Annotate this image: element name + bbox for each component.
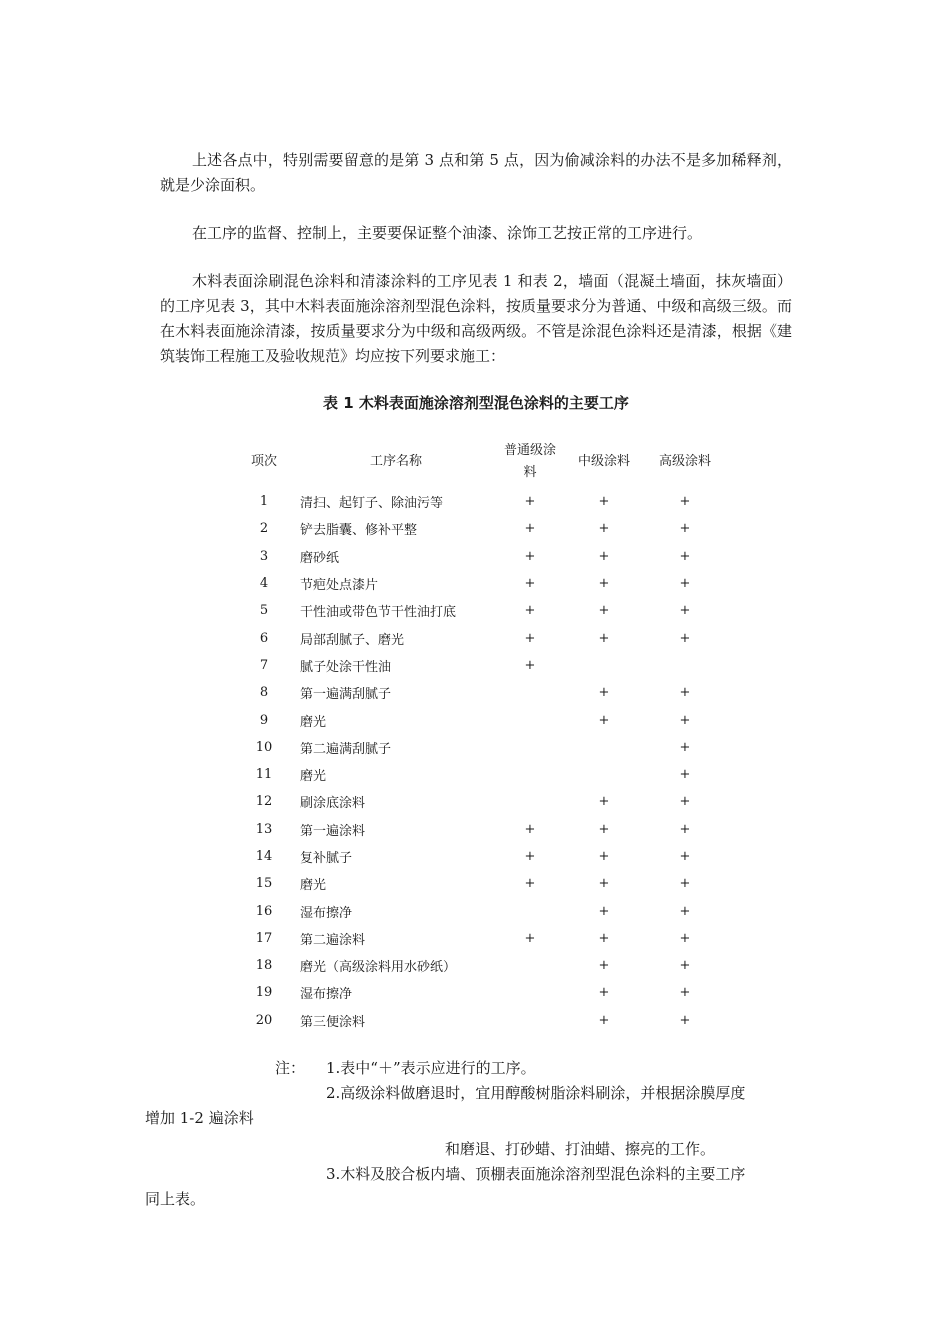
cell-name: 磨光（高级涂料用水砂纸） [300,960,457,976]
cell-name: 局部刮腻子、磨光 [300,632,405,648]
cell-name: 节疤处点漆片 [300,578,379,594]
table-row [228,870,730,897]
cell-high: + [679,712,691,728]
cell-medium [568,652,640,679]
cell-high: + [679,849,691,864]
cell-high: + [679,821,691,837]
cell-ordinary: + [524,930,536,946]
cell-name: 铲去脂囊、修补平整 [300,523,418,539]
cell-no: 19 [255,985,273,1001]
cell-ordinary [492,706,568,733]
cell-high: + [679,630,691,646]
cell-no: 5 [259,603,269,619]
cell-name: 第二遍满刮腻子 [300,741,392,757]
cell-ordinary: + [524,849,536,864]
cell-ordinary [492,761,568,788]
table-row [228,816,730,843]
cell-medium: + [598,930,610,946]
cell-high: + [679,521,691,537]
cell-name: 清扫、起钉子、除油污等 [300,496,444,512]
cell-medium: + [598,521,610,537]
cell-ordinary: + [524,603,536,619]
cell-no: 4 [259,576,269,592]
table-row [228,515,730,542]
cell-name: 第一遍满刮腻子 [300,687,392,703]
cell-high: + [679,739,691,755]
cell-high: + [679,494,691,510]
paragraph-1: 上述各点中，特别需要留意的是第 3 点和第 5 点，因为偷减涂料的办法不是多加稀释剂，就是少涂面积。 [160,151,792,194]
cell-name: 磨光 [300,769,327,785]
cell-no: 16 [255,903,273,919]
cell-high: + [679,576,691,592]
cell-medium: + [598,712,610,728]
process-table [228,436,730,1034]
table-row [228,679,730,706]
cell-medium [568,734,640,761]
cell-name: 磨光 [300,878,327,894]
table-row [228,788,730,815]
note-2-part-2: 增加 1-2 遍涂料 [145,1109,254,1127]
table-row [228,543,730,570]
cell-medium: + [598,1012,610,1028]
cell-ordinary: + [524,821,536,837]
cell-high: + [679,794,691,810]
cell-ordinary [492,788,568,815]
cell-ordinary: + [524,548,536,564]
cell-high: + [679,548,691,564]
cell-name: 第三便涂料 [300,1014,366,1030]
cell-no: 13 [255,821,273,837]
cell-medium: + [598,630,610,646]
cell-medium: + [598,876,610,892]
cell-medium: + [598,903,610,919]
cell-no: 17 [255,930,273,946]
cell-no: 18 [255,958,273,974]
cell-high: + [679,930,691,946]
cell-no: 10 [255,739,273,755]
table-row [228,979,730,1006]
cell-name: 第一遍涂料 [300,823,366,839]
table-row [228,1007,730,1034]
cell-no: 11 [255,767,273,783]
cell-medium: + [598,685,610,701]
cell-medium: + [598,821,610,837]
cell-name: 复补腻子 [300,851,353,866]
table-notes [145,1056,795,1212]
cell-name: 湿布擦净 [300,905,353,921]
cell-no: 3 [259,548,269,564]
note-1: 1.表中“＋”表示应进行的工序。 [326,1059,536,1077]
cell-ordinary: + [524,657,536,673]
cell-no: 2 [259,521,269,537]
cell-ordinary: + [524,876,536,892]
table-header-row [228,436,730,488]
note-line-5 [145,1162,795,1187]
table-row [228,706,730,733]
cell-ordinary [492,734,568,761]
cell-high: + [679,985,691,1001]
cell-no: 12 [255,794,273,810]
table-row [228,925,730,952]
cell-medium: + [598,985,610,1001]
table-row [228,761,730,788]
cell-high: + [679,876,691,892]
cell-name: 磨砂纸 [300,550,340,566]
cell-ordinary [492,897,568,924]
note-line-1 [145,1056,795,1081]
note-3-part-2: 同上表。 [145,1190,206,1208]
cell-high: + [679,903,691,919]
cell-medium: + [598,576,610,592]
cell-no: 1 [259,494,269,510]
cell-no: 9 [259,712,269,728]
cell-high [640,652,730,679]
cell-ordinary: + [524,521,536,537]
cell-ordinary [492,952,568,979]
cell-no: 8 [259,685,269,701]
header-ordinary-grade-text: 普通级涂料 [503,443,556,480]
cell-medium [568,761,640,788]
cell-high: + [679,767,691,783]
header-no: 项次 [250,454,277,469]
note-line-2 [145,1081,795,1106]
cell-name: 湿布擦净 [300,987,353,1003]
note-2-part-3: 和磨退、打砂蜡、打油蜡、擦亮的工作。 [445,1140,716,1158]
cell-high: + [679,958,691,974]
table-row [228,624,730,651]
note-2-part-1: 2.高级涂料做磨退时，宜用醇酸树脂涂料刷涂，并根据涂膜厚度 [326,1084,746,1102]
cell-medium: + [598,958,610,974]
cell-ordinary: + [524,494,536,510]
cell-name: 磨光 [300,714,327,730]
cell-high: + [679,603,691,619]
cell-name: 刷涂底涂料 [300,796,366,812]
note-line-3 [145,1106,795,1131]
cell-no: 7 [259,657,269,673]
cell-medium: + [598,603,610,619]
table-row [228,897,730,924]
header-name: 工序名称 [369,454,422,469]
cell-name: 干性油或带色节干性油打底 [300,605,457,621]
table-row [228,843,730,870]
table-title: 表 1 木料表面施涂溶剂型混色涂料的主要工序 [323,394,629,412]
cell-name: 第二遍涂料 [300,932,366,948]
cell-ordinary [492,979,568,1006]
header-ordinary-grade [492,436,568,488]
note-line-6 [145,1187,795,1212]
cell-medium: + [598,494,610,510]
paragraph-2: 在工序的监督、控制上，主要要保证整个油漆、涂饰工艺按正常的工序进行。 [192,224,703,242]
cell-medium: + [598,548,610,564]
table-row [228,570,730,597]
cell-no: 14 [255,849,273,864]
table-row [228,952,730,979]
cell-no: 20 [255,1012,273,1028]
cell-high: + [679,1012,691,1028]
notes-label: 注： [275,1059,306,1077]
table-row [228,652,730,679]
table-row [228,488,730,515]
note-line-4 [145,1137,795,1162]
table-row [228,734,730,761]
header-medium-grade: 中级涂料 [577,454,630,469]
cell-ordinary [492,1007,568,1034]
table-body [228,488,730,1034]
header-high-grade: 高级涂料 [658,454,711,469]
note-3-part-1: 3.木料及胶合板内墙、顶棚表面施涂溶剂型混色涂料的主要工序 [326,1165,746,1183]
cell-ordinary: + [524,576,536,592]
cell-no: 15 [255,876,273,892]
cell-ordinary [492,679,568,706]
cell-no: 6 [259,630,269,646]
paragraph-3: 木料表面涂刷混色涂料和清漆涂料的工序见表 1 和表 2，墙面（混凝土墙面，抹灰墙面）的工序见表 3，其中木料表面施涂溶剂型混色涂料，按质量要求分为普通、中级和高级三级。而在木料表面施涂清漆，按质量要求分为中级和高级两级。不管是涂混色涂料还是清漆，根据《建筑装饰工程施工及验收规范》均应按下列要求施工： [160,272,792,365]
table-row [228,597,730,624]
cell-ordinary: + [524,630,536,646]
cell-medium: + [598,849,610,864]
cell-high: + [679,685,691,701]
cell-medium: + [598,794,610,810]
cell-name: 腻子处涂干性油 [300,659,392,675]
